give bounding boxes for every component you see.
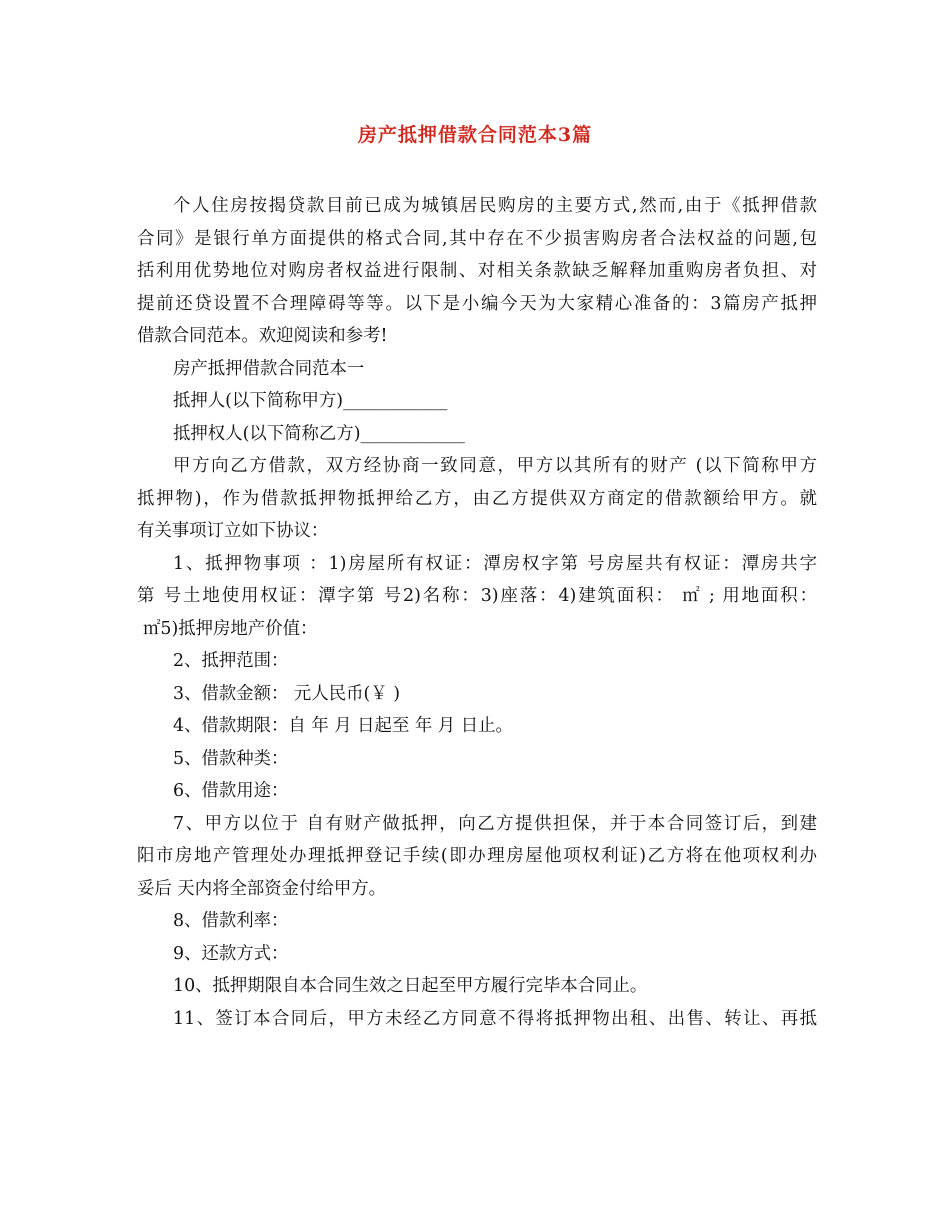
- section-heading: 房产抵押借款合同范本一: [173, 358, 365, 379]
- clause-line: 第 号土地使用权证：潭字第 号2)名称：3)座落：4)建筑面积： ㎡ ; 用地面积：: [137, 586, 817, 606]
- paragraph-line: 个人住房按揭贷款目前已成为城镇居民购房的主要方式,然而,由于《抵押借款: [173, 196, 817, 216]
- clause-line: 6、借款用途：: [173, 781, 289, 801]
- paragraph-line: 提前还贷设置不合理障碍等等。以下是小编今天为大家精心准备的：3篇房产抵押: [137, 293, 817, 314]
- clause-line: 9、还款方式：: [173, 943, 289, 964]
- paragraph-line: 借款合同范本。欢迎阅读和参考!: [137, 326, 388, 346]
- clause-line: 1、抵押物事项 ：1)房屋所有权证：潭房权字第 号房屋共有权证：潭房共字: [173, 553, 817, 574]
- clause-line: 3、借款金额： 元人民币(￥ ): [173, 683, 400, 704]
- clause-line: 4、借款期限：自 年 月 日起至 年 月 日止。: [173, 716, 513, 736]
- clause-line: 阳市房地产管理处办理抵押登记手续(即办理房屋他项权利证)乙方将在他项权利办: [137, 846, 817, 866]
- document-title: 房产抵押借款合同范本3篇: [357, 124, 593, 146]
- paragraph-line: 括利用优势地位对购房者权益进行限制、对相关条款缺乏解释加重购房者负担、对: [137, 261, 817, 281]
- clause-line: 7、甲方以位于 自有财产做抵押，向乙方提供担保，并于本合同签订后，到建: [173, 813, 817, 834]
- paragraph-line: 甲方向乙方借款，双方经协商一致同意，甲方以其所有的财产 (以下简称甲方: [173, 456, 817, 476]
- mortgagor-field: 抵押人(以下简称甲方)____________: [173, 391, 448, 411]
- clause-line: 10、抵押期限自本合同生效之日起至甲方履行完毕本合同止。: [173, 976, 648, 996]
- clause-line: 5、借款种类：: [173, 748, 289, 769]
- clause-line: ㎡5)抵押房地产价值：: [143, 618, 318, 639]
- clause-line: 11、签订本合同后，甲方未经乙方同意不得将抵押物出租、出售、转让、再抵: [173, 1008, 817, 1029]
- paragraph-line: 合同》是银行单方面提供的格式合同,其中存在不少损害购房者合法权益的问题,包: [137, 228, 817, 249]
- clause-line: 妥后 天内将全部资金付给甲方。: [137, 878, 386, 899]
- mortgagee-field: 抵押权人(以下简称乙方)____________: [173, 423, 465, 444]
- paragraph-line: 有关事项订立如下协议：: [137, 521, 329, 541]
- clause-line: 2、抵押范围：: [173, 651, 289, 671]
- paragraph-line: 抵押物)，作为借款抵押物抵押给乙方，由乙方提供双方商定的借款额给甲方。就: [137, 488, 817, 509]
- clause-line: 8、借款利率：: [173, 911, 289, 931]
- document-body: [137, 190, 817, 1035]
